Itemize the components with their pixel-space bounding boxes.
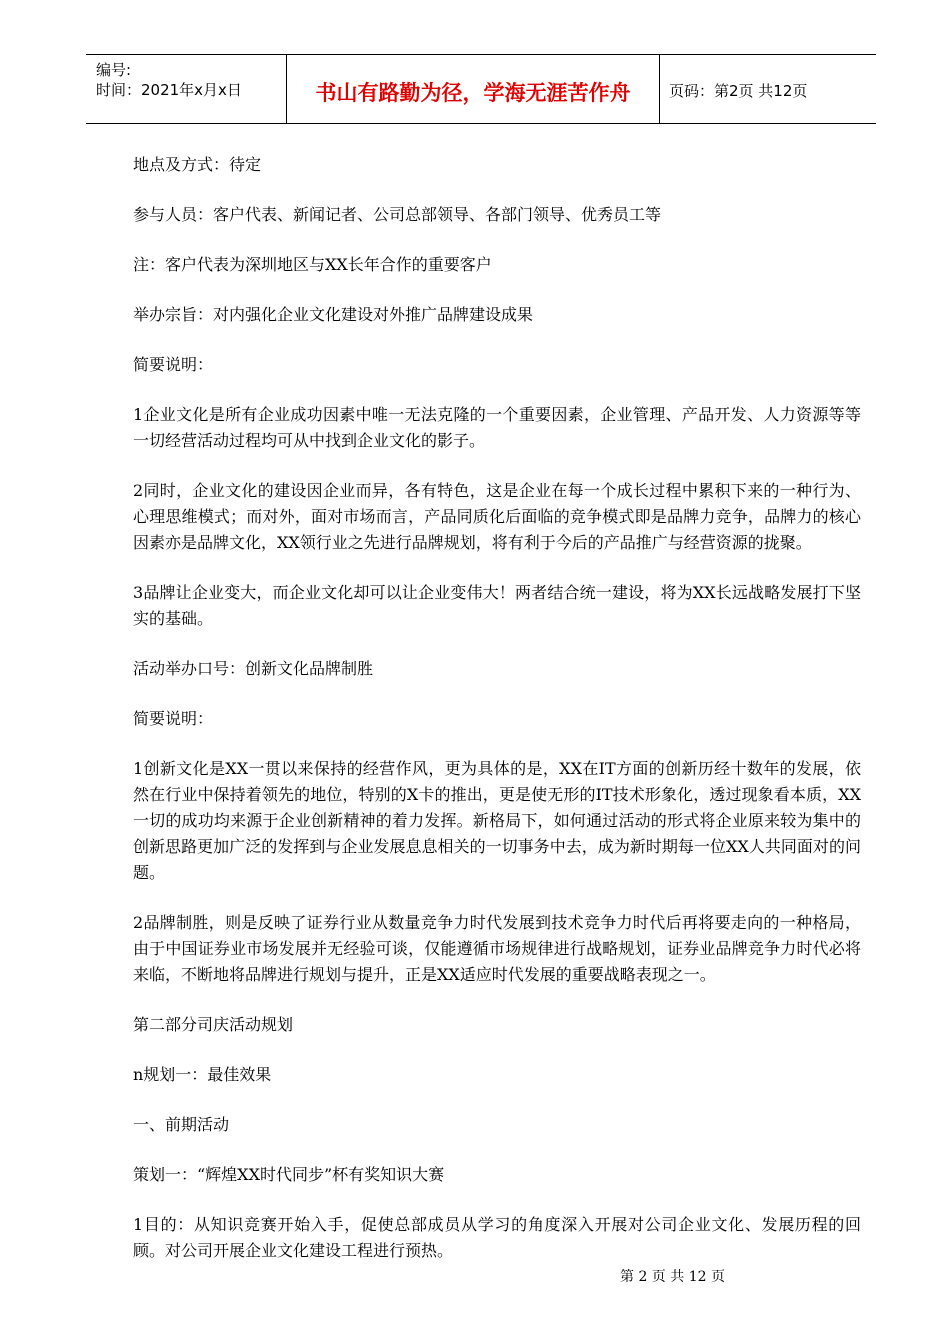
header-meta-cell [86,55,286,123]
pre-activity-heading: 一、前期活动 [133,1115,230,1134]
document-time-label: 时间：2021年x月x日 [96,81,242,99]
paragraph-brand-win: 2品牌制胜，则是反映了证券行业从数量竞争力时代发展到技术竞争力时代后再将要走向的一种格局，由于中国证券业市场发展并无经验可谈，仅能遵循市场规律进行战略规划，证券业品牌竞争力时代必将来临，不断地将品牌进行规划与提升，正是XX适应时代发展的重要战略表现之一。 [133,913,861,984]
header-page-cell [659,55,876,123]
paragraph-culture-3: 3品牌让企业变大，而企业文化却可以让企业变伟大！两者结合统一建设，将为XX长远战略发展打下坚实的基础。 [133,583,861,628]
paragraph-culture-1: 1企业文化是所有企业成功因素中唯一无法克隆的一个重要因素，企业管理、产品开发、人力资源等等一切经营活动过程均可从中找到企业文化的影子。 [133,405,861,450]
header-motto: 书山有路勤为径，学海无涯苦作舟 [315,81,631,105]
paragraph-innovation: 1创新文化是XX一贯以来保持的经营作风，更为具体的是，XX在IT方面的创新历经十数年的发展，依然在行业中保持着领先的地位，特别的X卡的推出，更是使无形的IT技术形象化，透过现象看本质，XX一切的成功均来源于企业创新精神的着力发挥。新格局下，如何通过活动的形式将企业原来较为集中的创新思路更加广泛的发挥到与企业发展息息相关的一切事务中去，成为新时期每一位XX人共同面对的问题。 [133,759,861,882]
paragraph-purpose: 举办宗旨：对内强化企业文化建设对外推广品牌建设成果 [133,305,534,324]
document-number-label: 编号: [96,61,132,79]
page-header [86,54,876,124]
paragraph-participants: 参与人员：客户代表、新闻记者、公司总部领导、各部门领导、优秀员工等 [133,205,662,224]
paragraph-brief-heading-2: 简要说明： [133,709,214,728]
paragraph-objective: 1目的：从知识竞赛开始入手，促使总部成员从学习的角度深入开展对公司企业文化、发展历程的回顾。对公司开展企业文化建设工程进行预热。 [133,1215,861,1260]
document-body [133,152,861,1288]
header-page-code: 页码：第2页 共12页 [669,82,808,100]
header-motto-cell [286,55,660,123]
paragraph-slogan: 活动举办口号：创新文化品牌制胜 [133,659,374,678]
paragraph-note: 注：客户代表为深圳地区与XX长年合作的重要客户 [133,255,492,274]
section-heading-part-two: 第二部分司庆活动规划 [133,1015,294,1034]
planning-one-title: 策划一：“辉煌XX时代同步”杯有奖知识大赛 [133,1165,445,1184]
page-footer: 第 2 页 共 12 页 [620,1269,725,1285]
plan-one-heading: n规划一：最佳效果 [133,1065,272,1084]
paragraph-culture-2: 2同时，企业文化的建设因企业而异，各有特色，这是企业在每一个成长过程中累积下来的一种行为、心理思维模式；而对外，面对市场而言，产品同质化后面临的竞争模式即是品牌力竞争，品牌力的核心因素亦是品牌文化，XX领行业之先进行品牌规划，将有利于今后的产品推广与经营资源的拢聚。 [133,481,861,552]
paragraph-location: 地点及方式：待定 [133,155,262,174]
paragraph-brief-heading: 简要说明： [133,355,214,374]
